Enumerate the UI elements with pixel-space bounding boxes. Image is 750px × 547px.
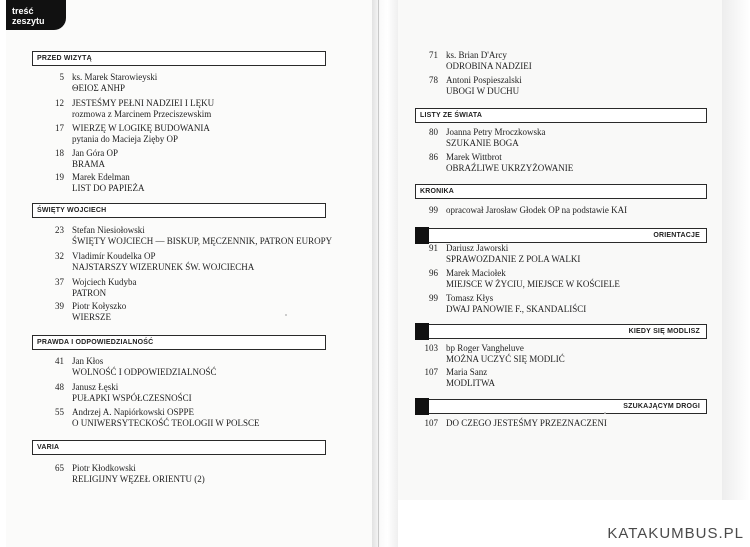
page-number: 78 xyxy=(429,75,438,85)
entry-author: ks. Marek Starowieyski xyxy=(72,72,158,82)
section-header-label: SZUKAJĄCYM DROGI xyxy=(623,403,700,410)
page-number: 107 xyxy=(424,367,438,377)
page-number: 37 xyxy=(55,277,64,287)
page-number: 39 xyxy=(55,301,64,311)
page-number: 23 xyxy=(55,225,64,235)
entry-author: Wojciech Kudyba xyxy=(72,277,137,287)
section-header-kronika: KRONIKA xyxy=(415,184,707,199)
page-number: 18 xyxy=(55,148,64,158)
page-number: 19 xyxy=(55,172,64,182)
entry-title: NAJSTARSZY WIZERUNEK ŚW. WOJCIECHA xyxy=(72,262,255,272)
section-marker xyxy=(415,227,429,244)
entry-title: O UNIWERSYTECKOŚĆ TEOLOGII W POLSCE xyxy=(72,418,260,428)
entry-title: JESTEŚMY PEŁNI NADZIEI I LĘKU xyxy=(72,98,215,108)
entry-title: DWAJ PANOWIE F., SKANDALIŚCI xyxy=(446,304,587,314)
entry-author: Stefan Niesiołowski xyxy=(72,225,145,235)
contents-tab: treść zeszytu xyxy=(6,0,66,30)
entry-author: ks. Brian D'Arcy xyxy=(446,50,507,60)
entry-title: ODROBINA NADZIEI xyxy=(446,61,532,71)
section-header-varia: VARIA xyxy=(32,440,326,455)
entry-author: Marek Edelman xyxy=(72,172,130,182)
page-number: 99 xyxy=(429,293,438,303)
entry-title: PUŁAPKI WSPÓŁCZESNOŚCI xyxy=(72,393,192,403)
entry-author: Vladimír Koudelka OP xyxy=(72,251,156,261)
section-marker xyxy=(415,323,429,340)
entry-author: Maria Sanz xyxy=(446,367,488,377)
entry-title: UBOGI W DUCHU xyxy=(446,86,520,96)
section-header-listy: LISTY ZE ŚWIATA xyxy=(415,108,707,123)
page-number: 41 xyxy=(55,356,64,366)
section-header-szukajacym xyxy=(415,399,707,414)
entry-title: SPRAWOZDANIE Z POLA WALKI xyxy=(446,254,581,264)
section-marker xyxy=(415,398,429,415)
entry-author: Marek Maciołek xyxy=(446,268,506,278)
entry-title: WIERZĘ W LOGIKĘ BUDOWANIA xyxy=(72,123,210,133)
entry-author: Joanna Petry Mroczkowska xyxy=(446,127,546,137)
entry-author: Andrzej A. Napiórkowski OSPPE xyxy=(72,407,194,417)
entry-title: MIEJSCE W ŻYCIU, MIEJSCE W KOŚCIELE xyxy=(446,279,620,289)
page-number: 86 xyxy=(429,152,438,162)
section-header-kiedy xyxy=(415,324,707,339)
entry-title: DO CZEGO JESTEŚMY PRZEZNACZENI xyxy=(446,418,607,428)
paper-speck xyxy=(604,412,606,414)
page-number: 107 xyxy=(424,418,438,428)
gutter-line xyxy=(378,0,379,547)
page-number: 65 xyxy=(55,463,64,473)
entry-title: ΘΕΙΟΣ ΑΝΗΡ xyxy=(72,83,125,93)
entry-title: opracował Jarosław Głodek OP na podstawie KAI xyxy=(446,205,628,215)
entry-title: LIST DO PAPIEŻA xyxy=(72,183,145,193)
page-number: 17 xyxy=(55,123,64,133)
entry-author: Janusz Łęski xyxy=(72,382,119,392)
page-number: 103 xyxy=(424,343,438,353)
entry-title: RELIGIJNY WĘZEŁ ORIENTU (2) xyxy=(72,474,205,484)
entry-title: BRAMA xyxy=(72,159,106,169)
entry-subtitle: rozmowa z Marcinem Przeciszewskim xyxy=(72,109,212,119)
entry-title: OBRAŹLIWE UKRZYŻOWANIE xyxy=(446,163,574,173)
entry-author: bp Roger Vangheluve xyxy=(446,343,524,353)
right-page-edge xyxy=(722,0,750,500)
page-number: 96 xyxy=(429,268,438,278)
watermark: KATAKUMBUS.PL xyxy=(607,525,744,542)
entry-author: Jan Góra OP xyxy=(72,148,118,158)
entry-title: SZUKANIE BOGA xyxy=(446,138,519,148)
paper-speck xyxy=(285,314,287,316)
page-number: 32 xyxy=(55,251,64,261)
entry-author: Piotr Kołyszko xyxy=(72,301,127,311)
section-header-label: KIEDY SIĘ MODLISZ xyxy=(628,328,700,335)
page-number: 12 xyxy=(55,98,64,108)
entry-author: Marek Wittbrot xyxy=(446,152,502,162)
section-header-swiety-wojciech: ŚWIĘTY WOJCIECH xyxy=(32,203,326,218)
page-number: 55 xyxy=(55,407,64,417)
page-number: 48 xyxy=(55,382,64,392)
page-number: 5 xyxy=(59,72,64,82)
entry-title: MODLITWA xyxy=(446,378,495,388)
entry-title: MOŻNA UCZYĆ SIĘ MODLIĆ xyxy=(446,354,565,364)
section-header-prawda: PRAWDA I ODPOWIEDZIALNOŚĆ xyxy=(32,335,326,350)
page-number: 91 xyxy=(429,243,438,253)
entry-title: ŚWIĘTY WOJCIECH — BISKUP, MĘCZENNIK, PATRON EUROPY xyxy=(72,236,333,246)
section-header-przed-wizyta: PRZED WIZYTĄ xyxy=(32,51,326,66)
page-number: 71 xyxy=(429,50,438,60)
page-number: 80 xyxy=(429,127,438,137)
entry-title: WOLNOŚĆ I ODPOWIEDZIALNOŚĆ xyxy=(72,367,217,377)
entry-subtitle: pytania do Macieja Zięby OP xyxy=(72,134,178,144)
entry-author: Antoni Pospieszalski xyxy=(446,75,522,85)
entry-title: WIERSZE xyxy=(72,312,111,322)
entry-author: Jan Kłos xyxy=(72,356,104,366)
section-header-label: ORIENTACJE xyxy=(653,232,700,239)
entry-title: PATRON xyxy=(72,288,107,298)
section-header-orientacje xyxy=(415,228,707,243)
entry-author: Dariusz Jaworski xyxy=(446,243,509,253)
entry-author: Tomasz Kłys xyxy=(446,293,494,303)
entry-author: Piotr Kłodkowski xyxy=(72,463,136,473)
page-number: 99 xyxy=(429,205,438,215)
